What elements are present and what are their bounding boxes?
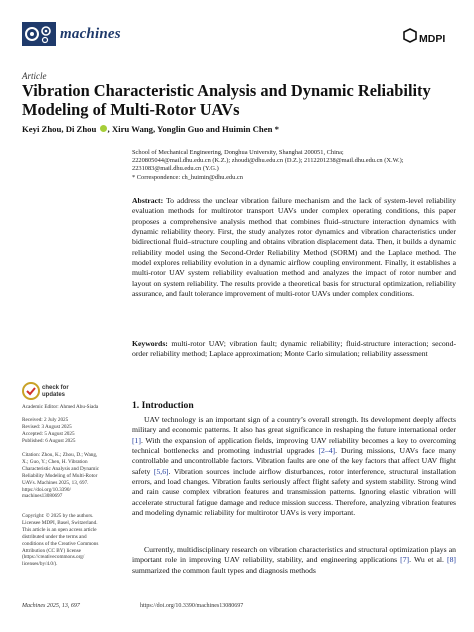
affiliation-emails: 2220805044@mail.dhu.edu.cn (K.Z.); zhoudi@dhu.edu.cn (D.Z.); 2112201238@mail.dhu.edu.cn (X.W.); bbox=[132, 157, 404, 165]
copyright-line: distributed under the terms and bbox=[22, 533, 87, 540]
citation-link[interactable]: [1] bbox=[132, 435, 141, 445]
check-updates-icon bbox=[22, 382, 40, 400]
section-heading-introduction: 1. Introduction bbox=[132, 400, 194, 411]
citation-link[interactable]: [2–4] bbox=[318, 446, 336, 456]
journal-reference: Machines 2025, 13, 697 bbox=[22, 603, 80, 609]
copyright-line: Copyright: © 2025 by the authors. bbox=[22, 513, 94, 519]
keywords bbox=[132, 339, 456, 360]
journal-logo-icon bbox=[22, 22, 56, 46]
citation-line: Reliability Modeling of Multi-Rotor bbox=[22, 472, 98, 479]
citation-link[interactable]: [5,6] bbox=[153, 466, 169, 476]
citation-line: UAVs. Machines 2025, 13, 697. bbox=[22, 479, 89, 486]
copyright-line: Attribution (CC BY) license bbox=[22, 547, 81, 554]
academic-editor: Academic Editor: Ahmed Abu-Siada bbox=[22, 404, 99, 410]
correspondence: * Correspondence: ch_huimin@dhu.edu.cn bbox=[132, 173, 243, 181]
intro-paragraph-1: UAV technology is an important sign of a country’s overall strength. Its development deeply affects military and economic patterns. It also has great significance in reshaping the future international order [1]. With the expansion of application fields, improving UAV reliability becomes a key to overcoming technical bottlenecks and promoting industrial upgrades [2–4]. During missions, UAVs face many controllable and uncontrollable factors. Vibration faults are one of the key factors that affect UAV flight safety [5,6]. Vibration sources include airflow disturbances, rotor interference, structural installation errors, and load changes. Vibration faults seriously affect flight safety and system stability. Strong wind and rain cause complex vibration features and transmission patterns. Ignoring elastic vibration will accelerate structural fatigue damage and reduce mission success. Therefore, analyzing vibration features and modeling dynamic reliability for multirotor UAVs is very important. bbox=[132, 415, 456, 518]
citation-link[interactable]: [7] bbox=[400, 555, 410, 565]
published-date: Published: 6 August 2025 bbox=[22, 438, 76, 444]
journal-name: machines bbox=[60, 26, 121, 42]
publisher-name: MDPI bbox=[419, 33, 446, 45]
abstract-text: To address the unclear vibration failure mechanism and the lack of system-level reliability evaluation methods for multirotor transport UAVs under complex operating conditions, this paper proposes a comprehensive analysis method that combines fluid–structure interaction dynamics with dynamic reliability theory. First, the study analyzes rotor dynamics and vibration characteristics under bidirectional fluid–structure coupling and obtains vibration displacement data. Then, it builds a dynamic reliability model using the Second-Order Reliability Method (SORM) and the Laplace method. The model explores reliability evolution in a dynamic airflow coupling environment. Finally, it establishes a multi-rotor UAV system reliability evaluation method and analyzes the impact of rotor number and layout on system reliability. The results provide a theoretical basis for structural optimization, reliability assurance, and fault tolerance improvement of multi-rotor UAVs under complex conditions. bbox=[132, 196, 456, 299]
citation-block bbox=[22, 452, 126, 500]
license-link[interactable]: (https://creativecommons.org/ bbox=[22, 554, 85, 561]
copyright-line: conditions of the Creative Commons bbox=[22, 540, 99, 547]
copyright-block bbox=[22, 513, 126, 568]
citation-link[interactable]: [8] bbox=[447, 555, 456, 565]
page-header bbox=[0, 0, 474, 56]
received-date: Received: 2 July 2025 bbox=[22, 417, 69, 423]
copyright-line: Licensee MDPI, Basel, Switzerland. bbox=[22, 519, 98, 526]
affiliation-line: School of Mechanical Engineering, Donghua University, Shanghai 200051, China; bbox=[132, 149, 344, 156]
check-updates-label: check for updates bbox=[42, 385, 69, 398]
affiliation-emails: 2231083@mail.dhu.edu.cn (Y.G.) bbox=[132, 165, 219, 173]
footer-doi-link[interactable]: https://doi.org/10.3390/machines13080697 bbox=[140, 603, 244, 609]
keywords-text: multi-rotor UAV; vibration fault; dynamic reliability; fluid-structure interaction; second-order reliability method; Laplace approximation; Monte Carlo simulation; reliability assessment bbox=[132, 339, 457, 359]
citation-doi-link[interactable]: machines13080697 bbox=[22, 493, 63, 500]
accepted-date: Accepted: 5 August 2025 bbox=[22, 431, 75, 437]
copyright-line: This article is an open access article bbox=[22, 526, 97, 533]
citation-line: Citation: Zhou, K.; Zhou, D.; Wang, bbox=[22, 452, 98, 458]
sidebar bbox=[22, 382, 122, 404]
citation-doi-link[interactable]: https://doi.org/10.3390/ bbox=[22, 486, 71, 493]
check-for-updates-button[interactable] bbox=[22, 382, 82, 404]
author-names-1: Keyi Zhou, Di Zhou bbox=[22, 124, 97, 134]
article-title: Vibration Characteristic Analysis and Dynamic Reliability Modeling of Multi-Rotor UAVs bbox=[22, 81, 431, 119]
affiliation-block bbox=[132, 149, 462, 182]
article-type: Article bbox=[22, 71, 47, 81]
revised-date: Revised: 3 August 2025 bbox=[22, 424, 72, 430]
mdpi-logo-icon bbox=[402, 28, 448, 48]
intro-paragraph-2: Currently, multidisciplinary research on vibration characteristics and structural optimization plays an important role in improving UAV reliability, stability, and engineering applications [7]. Wu et al. [8] summarized the common fault types and diagnosis methods bbox=[132, 545, 456, 575]
keywords-label: Keywords: bbox=[132, 339, 168, 348]
citation-line: X.; Guo, Y.; Chen, H. Vibration bbox=[22, 458, 88, 465]
orcid-icon[interactable] bbox=[100, 125, 107, 132]
license-link[interactable]: licenses/by/4.0/). bbox=[22, 561, 58, 568]
abstract-label: Abstract: bbox=[132, 196, 164, 205]
author-list bbox=[22, 124, 452, 134]
abstract bbox=[132, 196, 456, 299]
citation-line: Characteristic Analysis and Dynamic bbox=[22, 465, 100, 472]
author-names-2: , Xiru Wang, Yonglin Guo and Huimin Chen * bbox=[107, 124, 279, 134]
